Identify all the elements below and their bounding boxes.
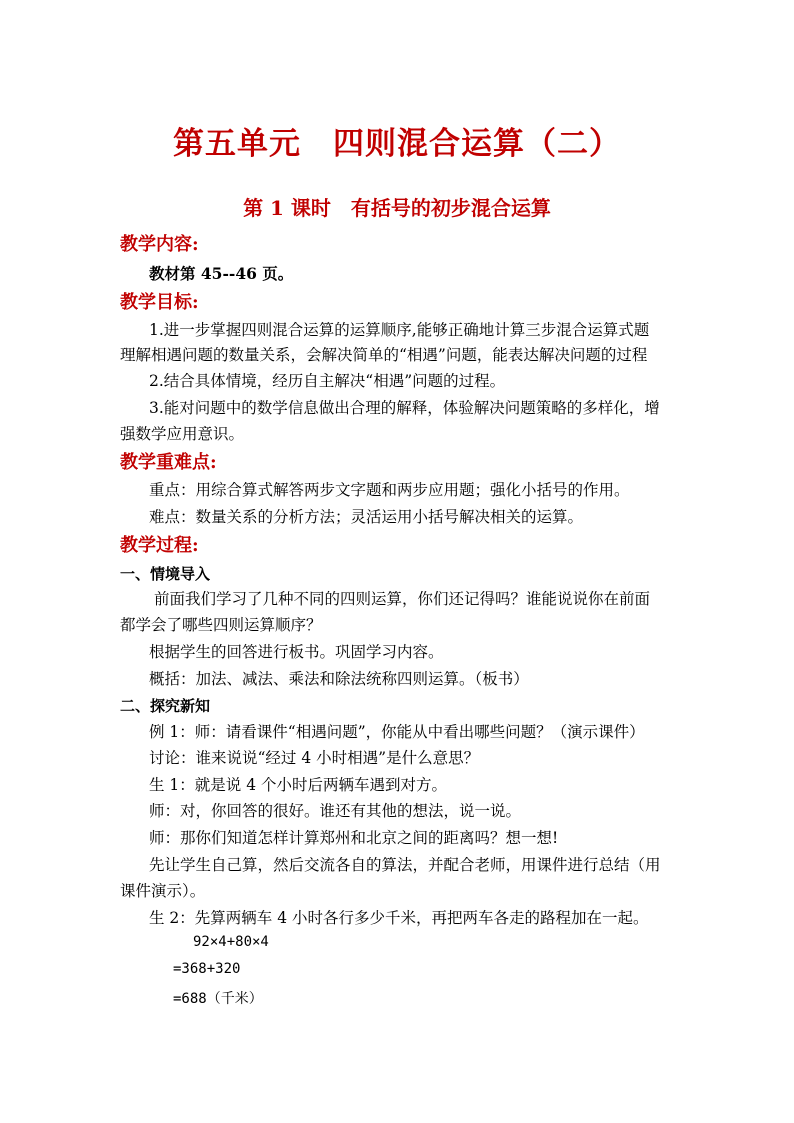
part2-line-1: 例 1：师：请看课件“相遇问题”，你能从中看出哪些问题？（演示课件）: [149, 723, 645, 741]
content-text: 教材第 45--46 页。: [149, 264, 294, 283]
goals-heading: 教学目标:: [120, 292, 199, 313]
calc-line-1: 92×4+80×4: [193, 934, 269, 950]
part2-line-5: 师：那你们知道怎样计算郑州和北京之间的距离吗？想一想!: [149, 829, 559, 847]
key-heading: 教学重难点:: [120, 452, 217, 473]
goal-line-5: 强数学应用意识。: [120, 425, 245, 443]
goal-line-3: 2.结合具体情境，经历自主解决“相遇”问题的过程。: [149, 372, 506, 390]
key-line-2: 难点：数量关系的分析方法；灵活运用小括号解决相关的运算。: [149, 508, 584, 526]
goal-line-4: 3.能对问题中的数学信息做出合理的解释，体验解决问题策略的多样化，增: [149, 399, 660, 417]
unit-title: 第五单元 四则混合运算（二）: [173, 126, 621, 162]
part2-line-3: 生 1：就是说 4 个小时后两辆车遇到对方。: [149, 776, 448, 794]
part1-heading: 一、情境导入: [120, 565, 211, 583]
lesson-title: 第 1 课时 有括号的初步混合运算: [243, 196, 551, 220]
goal-line-1: 1.进一步掌握四则混合运算的运算顺序,能够正确地计算三步混合运算式题: [149, 321, 650, 339]
part2-line-8: 生 2：先算两辆车 4 小时各行多少千米，再把两车各走的路程加在一起。: [149, 909, 649, 927]
part1-line-1: 前面我们学习了几种不同的四则运算，你们还记得吗？谁能说说你在前面: [154, 590, 651, 608]
part2-heading: 二、探究新知: [120, 697, 211, 715]
part2-line-7: 课件演示）。: [120, 882, 206, 900]
part2-line-4: 师：对，你回答的很好。谁还有其他的想法，说一说。: [149, 802, 522, 820]
calc-line-2: =368+320: [173, 961, 241, 977]
part1-line-3: 根据学生的回答进行板书。巩固学习内容。: [149, 643, 444, 661]
calc-line-3: =688（千米）: [173, 991, 263, 1007]
key-line-1: 重点：用综合算式解答两步文字题和两步应用题；强化小括号的作用。: [149, 481, 630, 499]
goal-line-2: 理解相遇问题的数量关系，会解决简单的“相遇”问题，能表达解决问题的过程: [120, 346, 648, 364]
part2-line-2: 讨论：谁来说说“经过 4 小时相遇”是什么意思？: [149, 749, 480, 767]
process-heading: 教学过程:: [120, 535, 199, 556]
part2-line-6: 先让学生自己算，然后交流各自的算法，并配合老师，用课件进行总结（用: [149, 856, 661, 874]
part1-line-4: 概括：加法、减法、乘法和除法统称四则运算。（板书）: [149, 670, 529, 688]
part1-line-2: 都学会了哪些四则运算顺序？: [120, 616, 322, 634]
content-heading: 教学内容:: [120, 234, 199, 255]
